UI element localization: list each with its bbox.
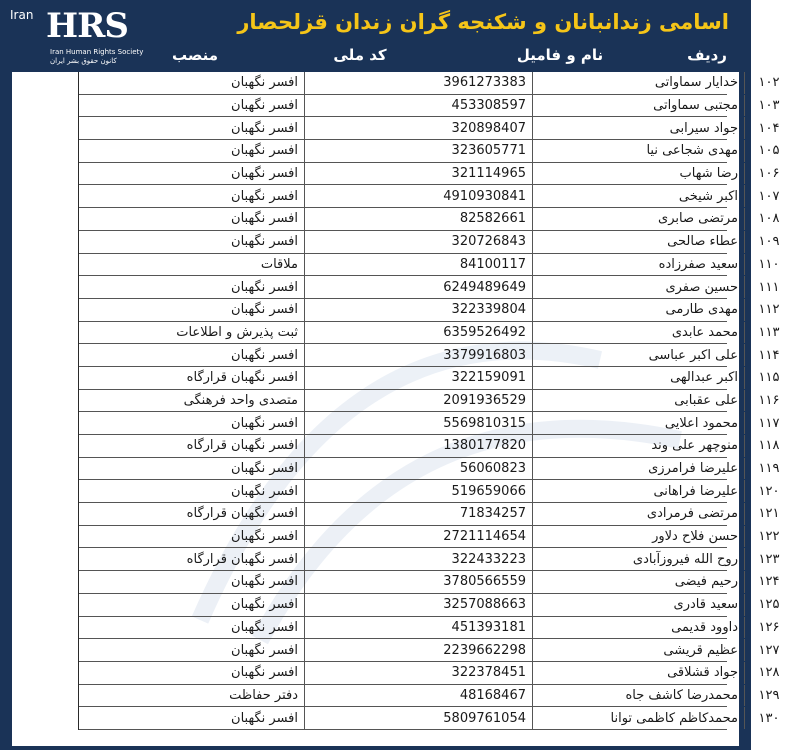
table-row — [79, 594, 780, 617]
row-number-cell: ۱۲۷ — [758, 642, 780, 658]
row-number-cell: ۱۲۰ — [758, 483, 780, 499]
table-row — [79, 435, 780, 458]
row-number-cell: ۱۱۷ — [758, 415, 780, 431]
table-row — [79, 617, 780, 640]
national-id-cell: 3257088663 — [305, 594, 533, 616]
table-row — [79, 480, 780, 503]
role-cell: متصدی واحد فرهنگی — [79, 390, 305, 412]
national-id-cell: 48168467 — [305, 685, 533, 707]
table-row — [79, 95, 780, 118]
row-number-cell: ۱۱۴ — [758, 347, 780, 363]
row-number-cell: ۱۱۲ — [758, 302, 780, 318]
header-bar — [0, 0, 751, 72]
row-number-cell: ۱۱۹ — [758, 461, 780, 477]
national-id-cell: 451393181 — [305, 617, 533, 639]
name-cell: سعید قادری — [533, 594, 745, 616]
role-cell: افسر نگهبان — [79, 208, 305, 230]
table-row — [79, 276, 780, 299]
column-header-number: ردیف — [687, 46, 727, 64]
table-row — [79, 548, 780, 571]
role-cell: ثبت پذیرش و اطلاعات — [79, 322, 305, 344]
row-number-cell: ۱۲۵ — [758, 597, 780, 613]
table-row — [79, 685, 780, 708]
table-row — [79, 662, 780, 685]
national-id-cell: 3379916803 — [305, 344, 533, 366]
role-cell: افسر نگهبان — [79, 480, 305, 502]
name-cell: روح الله فیروزآبادی — [533, 548, 745, 570]
row-number-cell: ۱۰۵ — [758, 143, 780, 159]
role-cell: افسر نگهبان — [79, 571, 305, 593]
table-row — [79, 208, 780, 231]
role-cell: افسر نگهبان — [79, 639, 305, 661]
table-row — [79, 503, 780, 526]
national-id-cell: 519659066 — [305, 480, 533, 502]
national-id-cell: 453308597 — [305, 95, 533, 117]
national-id-cell: 322378451 — [305, 662, 533, 684]
logo-top-text: Iran — [10, 8, 34, 22]
national-id-cell: 322433223 — [305, 548, 533, 570]
national-id-cell: 320726843 — [305, 231, 533, 253]
table-row — [79, 526, 780, 549]
name-cell: سعید صفرزاده — [533, 254, 745, 276]
national-id-cell: 71834257 — [305, 503, 533, 525]
table-row — [79, 185, 780, 208]
column-header-national-id: کد ملی — [333, 46, 387, 64]
national-id-cell: 6359526492 — [305, 322, 533, 344]
name-cell: محمدرضا کاشف جاه — [533, 685, 745, 707]
national-id-cell: 2239662298 — [305, 639, 533, 661]
national-id-cell: 6249489649 — [305, 276, 533, 298]
role-cell: افسر نگهبان — [79, 344, 305, 366]
role-cell: افسر نگهبان — [79, 526, 305, 548]
name-cell: علی اکبر عباسی — [533, 344, 745, 366]
table-row — [79, 458, 780, 481]
national-id-cell: 320898407 — [305, 117, 533, 139]
row-number-cell: ۱۱۰ — [758, 256, 780, 272]
row-number-cell: ۱۱۵ — [758, 370, 780, 386]
national-id-cell: 2721114654 — [305, 526, 533, 548]
role-cell: افسر نگهبان — [79, 299, 305, 321]
name-cell: علیرضا فراهانی — [533, 480, 745, 502]
table-row — [79, 390, 780, 413]
row-number-cell: ۱۲۴ — [758, 574, 780, 590]
role-cell: افسر نگهبان — [79, 231, 305, 253]
name-cell: مرتضی فرمرادی — [533, 503, 745, 525]
national-id-cell: 84100117 — [305, 254, 533, 276]
national-id-cell: 56060823 — [305, 458, 533, 480]
staff-table — [78, 72, 780, 730]
row-number-cell: ۱۲۱ — [758, 506, 780, 522]
name-cell: اکبر عبدالهی — [533, 367, 745, 389]
table-row — [79, 117, 780, 140]
logo-english-text: Iran Human Rights Society — [50, 48, 144, 56]
row-number-cell: ۱۲۶ — [758, 619, 780, 635]
national-id-cell: 5809761054 — [305, 707, 533, 729]
name-cell: اکبر شیخی — [533, 185, 745, 207]
table-row — [79, 231, 780, 254]
table-row — [79, 163, 780, 186]
name-cell: حسن فلاح دلاور — [533, 526, 745, 548]
name-cell: حسین صفری — [533, 276, 745, 298]
name-cell: علی عقبابی — [533, 390, 745, 412]
name-cell: رضا شهاب — [533, 163, 745, 185]
role-cell: افسر نگهبان قرارگاه — [79, 548, 305, 570]
national-id-cell: 3780566559 — [305, 571, 533, 593]
role-cell: افسر نگهبان — [79, 662, 305, 684]
role-cell: افسر نگهبان — [79, 72, 305, 94]
name-cell: محمود اعلایی — [533, 412, 745, 434]
logo-main-text: HRS — [46, 6, 128, 46]
name-cell: منوچهر علی وند — [533, 435, 745, 457]
row-number-cell: ۱۲۲ — [758, 529, 780, 545]
name-cell: مرتضی صابری — [533, 208, 745, 230]
name-cell: جواد سیرابی — [533, 117, 745, 139]
name-cell: مهدی شجاعی نیا — [533, 140, 745, 162]
role-cell: افسر نگهبان — [79, 594, 305, 616]
row-number-cell: ۱۲۸ — [758, 665, 780, 681]
role-cell: افسر نگهبان قرارگاه — [79, 435, 305, 457]
national-id-cell: 322159091 — [305, 367, 533, 389]
role-cell: افسر نگهبان قرارگاه — [79, 367, 305, 389]
name-cell: داوود قدیمی — [533, 617, 745, 639]
national-id-cell: 82582661 — [305, 208, 533, 230]
role-cell: افسر نگهبان قرارگاه — [79, 503, 305, 525]
name-cell: خدایار سماواتی — [533, 72, 745, 94]
table-row — [79, 707, 780, 730]
national-id-cell: 323605771 — [305, 140, 533, 162]
role-cell: افسر نگهبان — [79, 140, 305, 162]
national-id-cell: 321114965 — [305, 163, 533, 185]
row-number-cell: ۱۳۰ — [758, 710, 780, 726]
name-cell: مهدی طارمی — [533, 299, 745, 321]
row-number-cell: ۱۰۷ — [758, 188, 780, 204]
row-number-cell: ۱۰۳ — [758, 98, 780, 114]
name-cell: عطاء صالحی — [533, 231, 745, 253]
role-cell: ملاقات — [79, 254, 305, 276]
national-id-cell: 2091936529 — [305, 390, 533, 412]
role-cell: افسر نگهبان — [79, 707, 305, 729]
row-number-cell: ۱۲۹ — [758, 687, 780, 703]
brand-logo — [6, 2, 162, 68]
column-header-name: نام و فامیل — [516, 46, 604, 64]
row-number-cell: ۱۰۲ — [758, 75, 780, 91]
row-number-cell: ۱۲۳ — [758, 551, 780, 567]
table-row — [79, 254, 780, 277]
name-cell: رحیم فیضی — [533, 571, 745, 593]
role-cell: افسر نگهبان — [79, 458, 305, 480]
row-number-cell: ۱۱۸ — [758, 438, 780, 454]
table-row — [79, 639, 780, 662]
role-cell: افسر نگهبان — [79, 276, 305, 298]
row-number-cell: ۱۰۴ — [758, 120, 780, 136]
name-cell: مجتبی سماواتی — [533, 95, 745, 117]
name-cell: جواد قشلاقی — [533, 662, 745, 684]
table-row — [79, 344, 780, 367]
row-number-cell: ۱۰۶ — [758, 166, 780, 182]
page-title: اسامی زندانبانان و شکنجه گران زندان قزلحصار — [237, 10, 729, 34]
row-number-cell: ۱۰۹ — [758, 234, 780, 250]
row-number-cell: ۱۱۶ — [758, 392, 780, 408]
role-cell: دفتر حفاظت — [79, 685, 305, 707]
table-row — [79, 367, 780, 390]
name-cell: علیرضا فرامرزی — [533, 458, 745, 480]
national-id-cell: 5569810315 — [305, 412, 533, 434]
row-number-cell: ۱۱۳ — [758, 324, 780, 340]
table-row — [79, 412, 780, 435]
national-id-cell: 1380177820 — [305, 435, 533, 457]
role-cell: افسر نگهبان — [79, 95, 305, 117]
table-row — [79, 299, 780, 322]
name-cell: محمد عابدی — [533, 322, 745, 344]
table-row — [79, 72, 780, 95]
column-header-role: منصب — [171, 46, 219, 64]
national-id-cell: 322339804 — [305, 299, 533, 321]
national-id-cell: 3961273383 — [305, 72, 533, 94]
role-cell: افسر نگهبان — [79, 185, 305, 207]
row-number-cell: ۱۰۸ — [758, 211, 780, 227]
role-cell: افسر نگهبان — [79, 412, 305, 434]
national-id-cell: 4910930841 — [305, 185, 533, 207]
role-cell: افسر نگهبان — [79, 617, 305, 639]
role-cell: افسر نگهبان — [79, 163, 305, 185]
table-row — [79, 322, 780, 345]
name-cell: محمدکاظم کاظمی توانا — [533, 707, 745, 729]
logo-persian-text: کانون حقوق بشر ایران — [50, 57, 117, 65]
table-row — [79, 571, 780, 594]
row-number-cell: ۱۱۱ — [758, 279, 780, 295]
name-cell: عظیم قریشی — [533, 639, 745, 661]
role-cell: افسر نگهبان — [79, 117, 305, 139]
table-row — [79, 140, 780, 163]
